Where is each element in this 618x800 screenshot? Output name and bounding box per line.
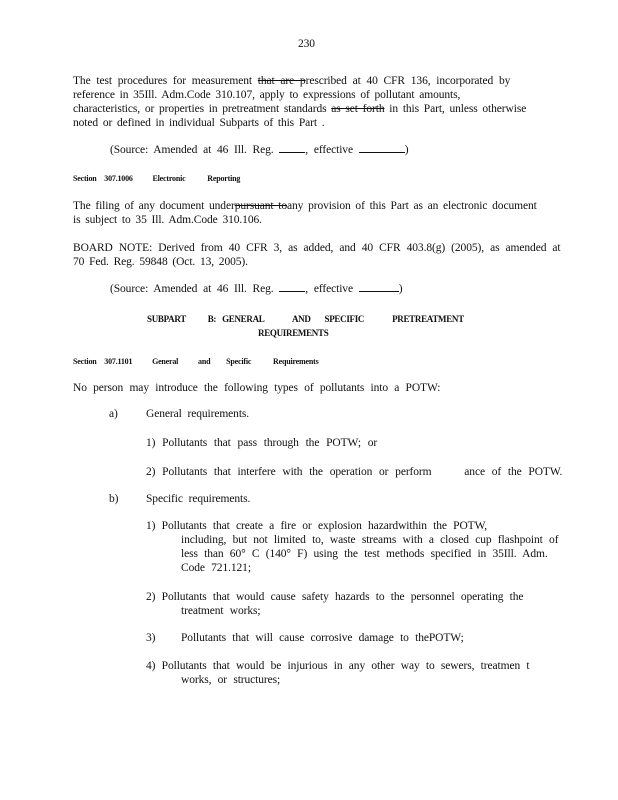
text-line: 1) Pollutants that create a fire or explosion hazardwithin the POTW, <box>146 520 488 532</box>
text-line: including, but not limited to, waste streams with a closed cup flashpoint of <box>181 534 559 546</box>
source-note <box>110 143 408 157</box>
text: The filing of any document under <box>73 200 235 212</box>
text: The test procedures for measurement <box>73 75 253 87</box>
text-line: is subject to 35 Ill. Adm.Code 310.106. <box>73 214 262 226</box>
heading-word: AND <box>291 314 311 324</box>
section-title-word: Reporting <box>207 174 241 183</box>
source-effective: , effective <box>305 144 353 156</box>
heading-word: SUBPART <box>147 314 186 324</box>
text: 2) Pollutants that interfere with the operation or perform <box>146 466 432 478</box>
source-note <box>110 282 402 296</box>
heading-word: GENERAL <box>222 314 264 324</box>
text-line: BOARD NOTE: Derived from 40 CFR 3, as added, and 40 CFR 403.8(g) (2005), as amended at <box>73 242 561 254</box>
text: in this Part, unless otherwise <box>389 103 527 115</box>
section-title-word: Requirements <box>273 357 319 366</box>
item-a-label: a) <box>109 408 118 420</box>
text: ance of the POTW. <box>464 466 563 478</box>
section-heading <box>73 172 240 186</box>
text-line: noted or defined in individual Subparts of this Part . <box>73 117 325 129</box>
section-title-word: Specific <box>226 357 252 366</box>
section-heading <box>73 355 318 369</box>
source-label: (Source: Amended at 46 Ill. Reg. <box>110 144 274 156</box>
text: characteristics, or properties in pretreatment standards <box>73 103 327 115</box>
source-effective: , effective <box>305 283 353 295</box>
text-line: reference in 35Ill. Adm.Code 310.107, apply to expressions of pollutant amounts, <box>73 89 461 101</box>
blank-line <box>359 282 399 292</box>
text: rescribed at 40 CFR 136, incorporated by <box>305 75 511 87</box>
blank-line <box>279 282 305 292</box>
blank-line <box>279 143 305 153</box>
heading-word: SPECIFIC <box>324 314 365 324</box>
source-label: (Source: Amended at 46 Ill. Reg. <box>110 283 274 295</box>
text-line: 2) Pollutants that would cause safety hazards to the personnel operating the <box>146 591 524 603</box>
heading-word: B: <box>207 314 217 324</box>
source-close: ) <box>404 144 409 156</box>
section-title-word: Electronic <box>152 174 186 183</box>
text-line: Code 721.121; <box>181 562 251 574</box>
section-title-word: General <box>152 357 179 366</box>
item-a2 <box>146 465 562 479</box>
item-a1: 1) Pollutants that pass through the POTW; or <box>146 437 378 449</box>
text-line: treatment works; <box>181 605 261 617</box>
text-line: less than 60° C (140° F) using the test methods specified in 35Ill. Adm. <box>181 548 548 560</box>
heading-word: PRETREATMENT <box>392 314 464 324</box>
heading-line: REQUIREMENTS <box>258 328 329 338</box>
section-number: Section 307.1006 <box>73 174 133 183</box>
text-line: 70 Fed. Reg. 59848 (Oct. 13, 2005). <box>73 256 248 268</box>
deleted-text: pursuant to <box>234 200 288 212</box>
intro-paragraph: No person may introduce the following types of pollutants into a POTW: <box>73 382 441 394</box>
deleted-text: that are p <box>257 75 306 87</box>
section-title-word: and <box>198 357 211 366</box>
item-b-title: Specific requirements. <box>146 493 251 505</box>
item-b-label: b) <box>109 493 119 505</box>
item-a-title: General requirements. <box>146 408 250 420</box>
page-number: 230 <box>298 38 315 50</box>
text-line: Pollutants that will cause corrosive damage to thePOTW; <box>181 632 464 644</box>
section-number: Section 307.1101 <box>73 357 133 366</box>
blank-line <box>359 143 405 153</box>
text-line: 4) Pollutants that would be injurious in any other way to sewers, treatmen t <box>146 660 530 672</box>
source-close: ) <box>398 283 403 295</box>
deleted-text: as set forth <box>331 103 385 115</box>
text-line: works, or structures; <box>181 674 281 686</box>
item-number: 3) <box>146 632 156 644</box>
text: any provision of this Part as an electronic document <box>287 200 537 212</box>
